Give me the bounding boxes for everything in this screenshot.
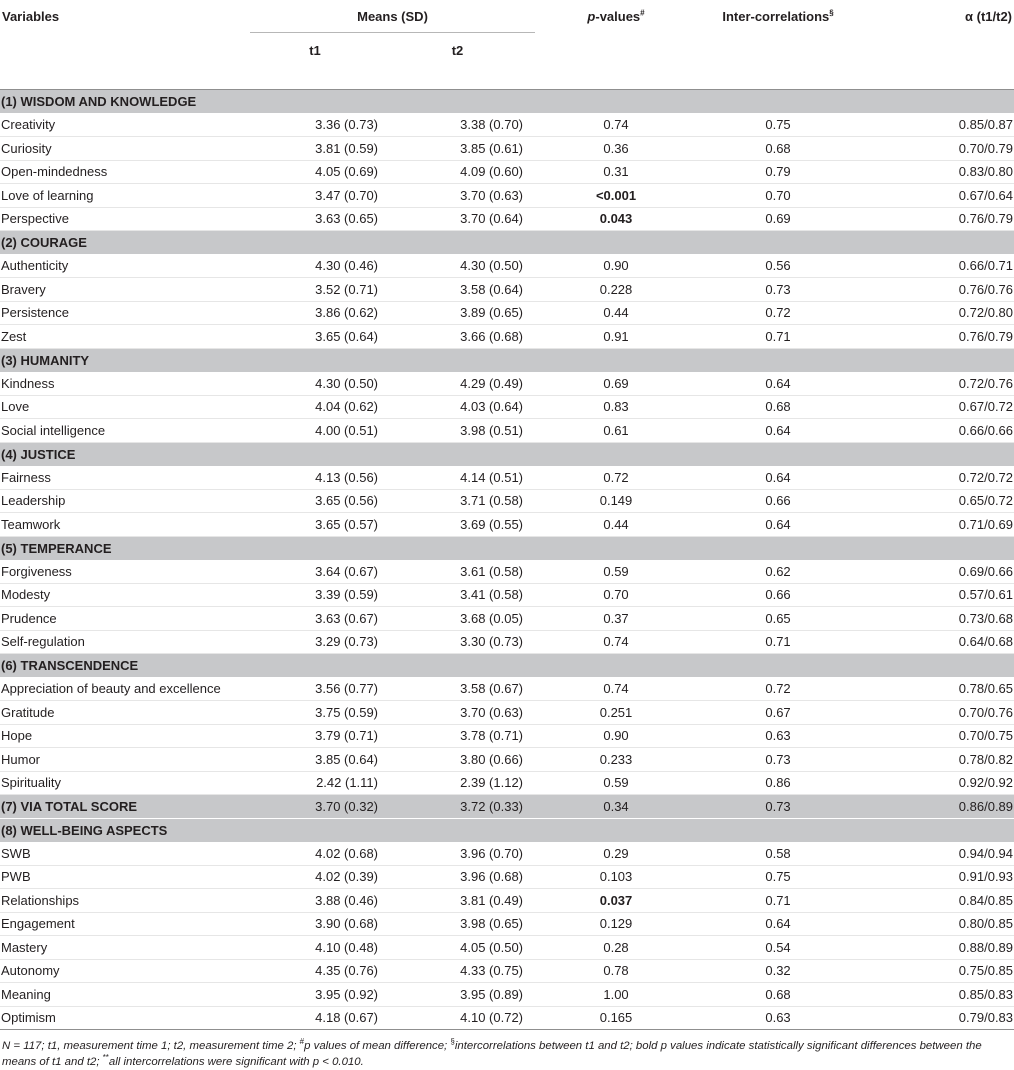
- variable-name: Perspective: [0, 207, 250, 231]
- alpha-value: 0.85/0.87: [859, 113, 1014, 137]
- inter-correlation: 0.71: [697, 889, 859, 913]
- header-intercorrelations-sup: §: [829, 8, 834, 18]
- alpha-value: 0.65/0.72: [859, 489, 1014, 513]
- table-row: [0, 466, 1014, 490]
- p-value: 0.74: [535, 630, 697, 654]
- header-blank: [859, 33, 1014, 90]
- section-title: (8) WELL-BEING ASPECTS: [0, 818, 1014, 842]
- section-title: (2) COURAGE: [0, 231, 1014, 255]
- inter-correlation: 0.58: [697, 842, 859, 866]
- inter-correlation: 0.75: [697, 865, 859, 889]
- alpha-value: 0.83/0.80: [859, 160, 1014, 184]
- p-value: 0.59: [535, 560, 697, 584]
- header-intercorrelations: [697, 0, 859, 33]
- mean-t1: 3.64 (0.67): [250, 560, 380, 584]
- section-title: (5) TEMPERANCE: [0, 536, 1014, 560]
- variable-name: Mastery: [0, 936, 250, 960]
- header-blank: [0, 33, 250, 90]
- mean-t1: 4.04 (0.62): [250, 395, 380, 419]
- alpha-value: 0.73/0.68: [859, 607, 1014, 631]
- header-pvalues-sup: #: [640, 8, 645, 18]
- alpha-value: 0.86/0.89: [859, 795, 1014, 819]
- section-header-row: [0, 536, 1014, 560]
- mean-t1: 3.39 (0.59): [250, 583, 380, 607]
- alpha-value: 0.76/0.76: [859, 278, 1014, 302]
- p-value: 1.00: [535, 983, 697, 1007]
- table-row: [0, 607, 1014, 631]
- table-row: [0, 113, 1014, 137]
- variable-name: Optimism: [0, 1006, 250, 1030]
- inter-correlation: 0.68: [697, 137, 859, 161]
- variable-name: Zest: [0, 325, 250, 349]
- alpha-value: 0.80/0.85: [859, 912, 1014, 936]
- table-row: [0, 254, 1014, 278]
- section-header-row: [0, 90, 1014, 114]
- table-row: [0, 278, 1014, 302]
- variable-name: (7) VIA TOTAL SCORE: [0, 795, 250, 819]
- inter-correlation: 0.67: [697, 701, 859, 725]
- table-row: [0, 583, 1014, 607]
- mean-t1: 3.36 (0.73): [250, 113, 380, 137]
- footnote-sup1: #: [299, 1037, 305, 1047]
- table-row: [0, 1006, 1014, 1030]
- mean-t2: 3.58 (0.67): [380, 677, 535, 701]
- mean-t1: 3.52 (0.71): [250, 278, 380, 302]
- mean-t1: 4.02 (0.68): [250, 842, 380, 866]
- table-row: [0, 560, 1014, 584]
- mean-t2: 4.30 (0.50): [380, 254, 535, 278]
- p-value: 0.44: [535, 301, 697, 325]
- mean-t2: 3.61 (0.58): [380, 560, 535, 584]
- header-blank: [535, 33, 697, 90]
- mean-t2: 3.68 (0.05): [380, 607, 535, 631]
- p-value: 0.36: [535, 137, 697, 161]
- p-value: <0.001: [535, 184, 697, 208]
- p-value: 0.90: [535, 724, 697, 748]
- p-value: 0.72: [535, 466, 697, 490]
- inter-correlation: 0.86: [697, 771, 859, 795]
- p-value: 0.74: [535, 113, 697, 137]
- variable-name: Gratitude: [0, 701, 250, 725]
- table-row: [0, 842, 1014, 866]
- table-row: [0, 419, 1014, 443]
- footnote-part3: intercorrelations between t1 and t2; bold p values indicate statistically significant differences between the means of t1 and t2;: [2, 1040, 982, 1068]
- p-value: 0.90: [535, 254, 697, 278]
- alpha-value: 0.69/0.66: [859, 560, 1014, 584]
- alpha-value: 0.72/0.76: [859, 372, 1014, 396]
- inter-correlation: 0.64: [697, 372, 859, 396]
- mean-t1: 4.13 (0.56): [250, 466, 380, 490]
- p-value: 0.59: [535, 771, 697, 795]
- variable-name: PWB: [0, 865, 250, 889]
- mean-t1: 4.30 (0.46): [250, 254, 380, 278]
- mean-t1: 4.18 (0.67): [250, 1006, 380, 1030]
- variable-name: Modesty: [0, 583, 250, 607]
- mean-t2: 4.29 (0.49): [380, 372, 535, 396]
- variable-name: Bravery: [0, 278, 250, 302]
- section-title: (6) TRANSCENDENCE: [0, 654, 1014, 678]
- mean-t2: 3.66 (0.68): [380, 325, 535, 349]
- p-value: 0.78: [535, 959, 697, 983]
- table-row: [0, 912, 1014, 936]
- section-header-row: [0, 654, 1014, 678]
- alpha-value: 0.66/0.66: [859, 419, 1014, 443]
- alpha-value: 0.71/0.69: [859, 513, 1014, 537]
- section-header-row: [0, 348, 1014, 372]
- mean-t1: 4.30 (0.50): [250, 372, 380, 396]
- mean-t1: 4.00 (0.51): [250, 419, 380, 443]
- table-row: [0, 748, 1014, 772]
- table-row: [0, 395, 1014, 419]
- p-value: 0.233: [535, 748, 697, 772]
- alpha-value: 0.76/0.79: [859, 207, 1014, 231]
- alpha-value: 0.75/0.85: [859, 959, 1014, 983]
- mean-t2: 4.09 (0.60): [380, 160, 535, 184]
- section-title: (4) JUSTICE: [0, 442, 1014, 466]
- table-row: [0, 889, 1014, 913]
- inter-correlation: 0.62: [697, 560, 859, 584]
- mean-t2: 3.96 (0.70): [380, 842, 535, 866]
- inter-correlation: 0.32: [697, 959, 859, 983]
- p-value: 0.228: [535, 278, 697, 302]
- section-title: (1) WISDOM AND KNOWLEDGE: [0, 90, 1014, 114]
- inter-correlation: 0.75: [697, 113, 859, 137]
- alpha-value: 0.92/0.92: [859, 771, 1014, 795]
- alpha-value: 0.70/0.75: [859, 724, 1014, 748]
- section-header-row: [0, 231, 1014, 255]
- variable-name: Self-regulation: [0, 630, 250, 654]
- mean-t1: 3.63 (0.65): [250, 207, 380, 231]
- table-footnote: [0, 1030, 1012, 1070]
- alpha-value: 0.67/0.64: [859, 184, 1014, 208]
- alpha-value: 0.72/0.80: [859, 301, 1014, 325]
- mean-t1: 3.81 (0.59): [250, 137, 380, 161]
- variable-name: Forgiveness: [0, 560, 250, 584]
- p-value: 0.165: [535, 1006, 697, 1030]
- p-value: 0.31: [535, 160, 697, 184]
- variable-name: Persistence: [0, 301, 250, 325]
- mean-t1: 3.86 (0.62): [250, 301, 380, 325]
- mean-t1: 3.79 (0.71): [250, 724, 380, 748]
- table-row: [0, 936, 1014, 960]
- variable-name: Open-mindedness: [0, 160, 250, 184]
- variable-name: Kindness: [0, 372, 250, 396]
- mean-t1: 2.42 (1.11): [250, 771, 380, 795]
- p-value: 0.34: [535, 795, 697, 819]
- p-value: 0.103: [535, 865, 697, 889]
- mean-t2: 3.38 (0.70): [380, 113, 535, 137]
- inter-correlation: 0.71: [697, 325, 859, 349]
- variable-name: Prudence: [0, 607, 250, 631]
- mean-t2: 2.39 (1.12): [380, 771, 535, 795]
- table-row: [0, 983, 1014, 1007]
- variable-name: Relationships: [0, 889, 250, 913]
- variable-name: Fairness: [0, 466, 250, 490]
- table-row: [0, 207, 1014, 231]
- variable-name: SWB: [0, 842, 250, 866]
- section-header-row: [0, 818, 1014, 842]
- mean-t2: 4.05 (0.50): [380, 936, 535, 960]
- footnote-part4: all intercorrelations were significant with p < 0.010.: [108, 1056, 364, 1068]
- alpha-value: 0.79/0.83: [859, 1006, 1014, 1030]
- inter-correlation: 0.64: [697, 466, 859, 490]
- table-row: [0, 301, 1014, 325]
- mean-t1: 3.63 (0.67): [250, 607, 380, 631]
- alpha-value: 0.72/0.72: [859, 466, 1014, 490]
- table-row: [0, 513, 1014, 537]
- inter-correlation: 0.63: [697, 1006, 859, 1030]
- variable-name: Humor: [0, 748, 250, 772]
- mean-t1: 3.90 (0.68): [250, 912, 380, 936]
- inter-correlation: 0.71: [697, 630, 859, 654]
- p-value: 0.61: [535, 419, 697, 443]
- inter-correlation: 0.73: [697, 748, 859, 772]
- alpha-value: 0.91/0.93: [859, 865, 1014, 889]
- inter-correlation: 0.56: [697, 254, 859, 278]
- mean-t2: 3.58 (0.64): [380, 278, 535, 302]
- variable-name: Appreciation of beauty and excellence: [0, 677, 250, 701]
- mean-t2: 4.10 (0.72): [380, 1006, 535, 1030]
- variable-name: Social intelligence: [0, 419, 250, 443]
- inter-correlation: 0.68: [697, 395, 859, 419]
- mean-t2: 3.78 (0.71): [380, 724, 535, 748]
- mean-t1: 3.95 (0.92): [250, 983, 380, 1007]
- variable-name: Hope: [0, 724, 250, 748]
- table-row: [0, 771, 1014, 795]
- alpha-value: 0.94/0.94: [859, 842, 1014, 866]
- inter-correlation: 0.65: [697, 607, 859, 631]
- p-value: 0.44: [535, 513, 697, 537]
- table-row: [0, 677, 1014, 701]
- table-row: [0, 630, 1014, 654]
- table-row: [0, 865, 1014, 889]
- p-value: 0.29: [535, 842, 697, 866]
- inter-correlation: 0.79: [697, 160, 859, 184]
- mean-t2: 3.72 (0.33): [380, 795, 535, 819]
- mean-t1: 3.65 (0.64): [250, 325, 380, 349]
- mean-t1: 3.47 (0.70): [250, 184, 380, 208]
- mean-t2: 3.89 (0.65): [380, 301, 535, 325]
- mean-t1: 3.29 (0.73): [250, 630, 380, 654]
- footnote-part2: p values of mean difference;: [304, 1040, 451, 1052]
- mean-t1: 4.35 (0.76): [250, 959, 380, 983]
- mean-t2: 4.14 (0.51): [380, 466, 535, 490]
- header-alpha: α (t1/t2): [965, 8, 1013, 24]
- alpha-value: 0.64/0.68: [859, 630, 1014, 654]
- header-blank: [697, 33, 859, 90]
- footnote-sup3: **: [102, 1053, 109, 1063]
- mean-t2: 4.03 (0.64): [380, 395, 535, 419]
- section-header-row: [0, 442, 1014, 466]
- variable-name: Curiosity: [0, 137, 250, 161]
- mean-t1: 3.65 (0.57): [250, 513, 380, 537]
- section-title: (3) HUMANITY: [0, 348, 1014, 372]
- footnote-sup2: §: [450, 1037, 455, 1047]
- table-header: [0, 0, 1014, 90]
- mean-t1: 3.65 (0.56): [250, 489, 380, 513]
- total-score-row: [0, 795, 1014, 819]
- table-row: [0, 372, 1014, 396]
- table-row: [0, 959, 1014, 983]
- p-value: 0.251: [535, 701, 697, 725]
- header-pvalues: [535, 0, 697, 33]
- mean-t2: 3.85 (0.61): [380, 137, 535, 161]
- header-t1: t1: [250, 33, 380, 90]
- mean-t2: 3.71 (0.58): [380, 489, 535, 513]
- mean-t1: 3.75 (0.59): [250, 701, 380, 725]
- variable-name: Meaning: [0, 983, 250, 1007]
- table-row: [0, 489, 1014, 513]
- header-pvalues-rest: -values: [595, 8, 641, 24]
- p-value: 0.37: [535, 607, 697, 631]
- mean-t1: 4.02 (0.39): [250, 865, 380, 889]
- mean-t2: 3.70 (0.63): [380, 184, 535, 208]
- header-means: Means (SD): [250, 0, 535, 33]
- mean-t2: 3.98 (0.51): [380, 419, 535, 443]
- table-row: [0, 184, 1014, 208]
- mean-t1: 3.88 (0.46): [250, 889, 380, 913]
- mean-t2: 3.41 (0.58): [380, 583, 535, 607]
- alpha-value: 0.57/0.61: [859, 583, 1014, 607]
- header-variables: Variables: [2, 8, 60, 24]
- table-row: [0, 325, 1014, 349]
- inter-correlation: 0.54: [697, 936, 859, 960]
- inter-correlation: 0.66: [697, 583, 859, 607]
- mean-t2: 3.81 (0.49): [380, 889, 535, 913]
- inter-correlation: 0.72: [697, 301, 859, 325]
- inter-correlation: 0.72: [697, 677, 859, 701]
- p-value: 0.129: [535, 912, 697, 936]
- alpha-value: 0.78/0.65: [859, 677, 1014, 701]
- alpha-value: 0.76/0.79: [859, 325, 1014, 349]
- inter-correlation: 0.66: [697, 489, 859, 513]
- p-value: 0.149: [535, 489, 697, 513]
- mean-t1: 3.70 (0.32): [250, 795, 380, 819]
- mean-t2: 3.95 (0.89): [380, 983, 535, 1007]
- table-row: [0, 160, 1014, 184]
- inter-correlation: 0.70: [697, 184, 859, 208]
- inter-correlation: 0.69: [697, 207, 859, 231]
- table-body: [0, 90, 1014, 1030]
- alpha-value: 0.66/0.71: [859, 254, 1014, 278]
- p-value: 0.037: [535, 889, 697, 913]
- variable-name: Autonomy: [0, 959, 250, 983]
- mean-t2: 4.33 (0.75): [380, 959, 535, 983]
- alpha-value: 0.70/0.79: [859, 137, 1014, 161]
- p-value: 0.28: [535, 936, 697, 960]
- variable-name: Creativity: [0, 113, 250, 137]
- alpha-value: 0.88/0.89: [859, 936, 1014, 960]
- header-t2: t2: [380, 33, 535, 90]
- inter-correlation: 0.73: [697, 795, 859, 819]
- mean-t2: 3.70 (0.64): [380, 207, 535, 231]
- p-value: 0.70: [535, 583, 697, 607]
- table-row: [0, 701, 1014, 725]
- mean-t2: 3.96 (0.68): [380, 865, 535, 889]
- alpha-value: 0.78/0.82: [859, 748, 1014, 772]
- p-value: 0.043: [535, 207, 697, 231]
- variable-name: Love of learning: [0, 184, 250, 208]
- alpha-value: 0.67/0.72: [859, 395, 1014, 419]
- mean-t2: 3.69 (0.55): [380, 513, 535, 537]
- variable-name: Love: [0, 395, 250, 419]
- p-value: 0.69: [535, 372, 697, 396]
- header-pvalues-p: p: [587, 8, 596, 24]
- mean-t2: 3.98 (0.65): [380, 912, 535, 936]
- inter-correlation: 0.64: [697, 419, 859, 443]
- mean-t2: 3.70 (0.63): [380, 701, 535, 725]
- variable-name: Authenticity: [0, 254, 250, 278]
- variable-name: Engagement: [0, 912, 250, 936]
- variable-name: Teamwork: [0, 513, 250, 537]
- variable-name: Spirituality: [0, 771, 250, 795]
- p-value: 0.74: [535, 677, 697, 701]
- alpha-value: 0.70/0.76: [859, 701, 1014, 725]
- table-row: [0, 724, 1014, 748]
- mean-t2: 3.30 (0.73): [380, 630, 535, 654]
- mean-t1: 4.10 (0.48): [250, 936, 380, 960]
- mean-t1: 3.56 (0.77): [250, 677, 380, 701]
- alpha-value: 0.84/0.85: [859, 889, 1014, 913]
- p-value: 0.91: [535, 325, 697, 349]
- mean-t2: 3.80 (0.66): [380, 748, 535, 772]
- inter-correlation: 0.68: [697, 983, 859, 1007]
- inter-correlation: 0.64: [697, 912, 859, 936]
- footnote-part1: N = 117; t1, measurement time 1; t2, measurement time 2;: [2, 1040, 300, 1052]
- inter-correlation: 0.64: [697, 513, 859, 537]
- alpha-value: 0.85/0.83: [859, 983, 1014, 1007]
- inter-correlation: 0.73: [697, 278, 859, 302]
- p-value: 0.83: [535, 395, 697, 419]
- mean-t1: 4.05 (0.69): [250, 160, 380, 184]
- header-intercorrelations-label: Inter-correlations: [722, 8, 830, 24]
- mean-t1: 3.85 (0.64): [250, 748, 380, 772]
- table-row: [0, 137, 1014, 161]
- inter-correlation: 0.63: [697, 724, 859, 748]
- variable-name: Leadership: [0, 489, 250, 513]
